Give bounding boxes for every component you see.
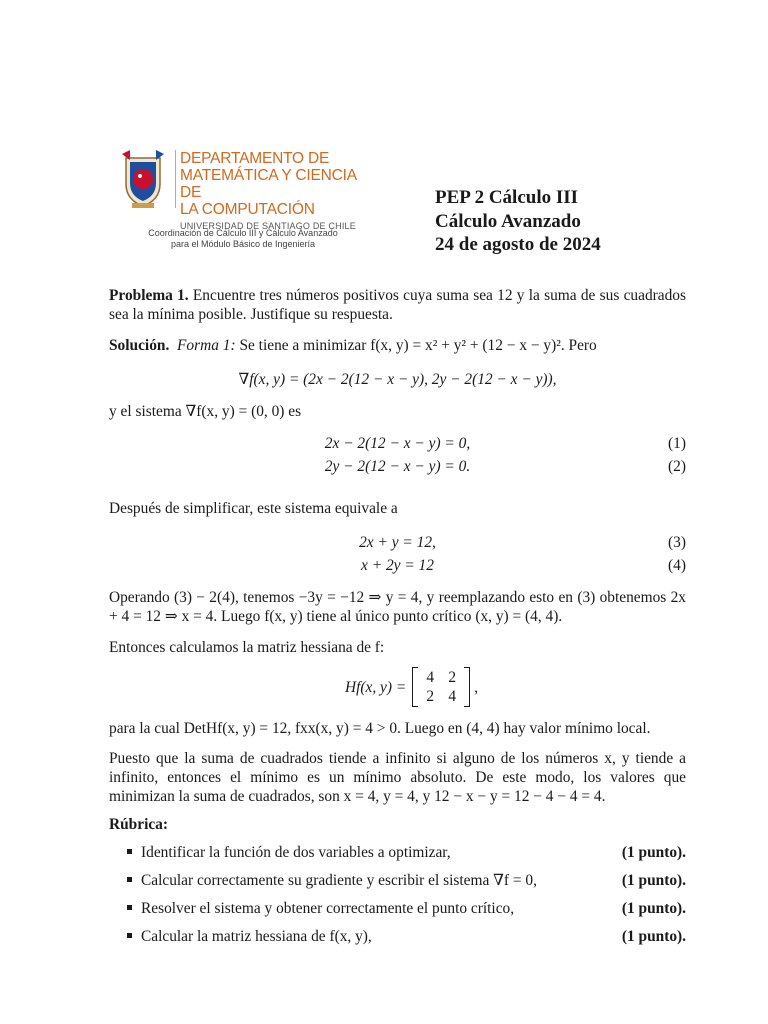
rubric-item (127, 843, 451, 862)
header-divider (175, 150, 176, 208)
equation-2-number: (2) (668, 458, 686, 475)
equation-4-number: (4) (668, 557, 686, 574)
bullet-square-icon (127, 877, 132, 882)
rubric-item-points: (1 punto). (621, 928, 686, 945)
coordination-caption (118, 228, 368, 250)
bullet-square-icon (127, 933, 132, 938)
university-name: UNIVERSIDAD DE SANTIAGO DE CHILE (180, 221, 356, 231)
rubric-item-text: Calcular la matriz hessiana de f(x, y), (141, 928, 372, 945)
problem-statement (109, 286, 686, 324)
bullet-square-icon (127, 849, 132, 854)
rubric-item-text: Identificar la función de dos variables a optimizar, (141, 844, 451, 861)
dept-line-3: LA COMPUTACIÓN (180, 201, 315, 218)
exam-title-line-3: 24 de agosto de 2024 (435, 234, 601, 255)
matrix-cell: 4 (426, 669, 435, 686)
department-logo-block (118, 148, 378, 263)
hessian-intro: Entonces calculamos la matriz hessiana de f: (109, 639, 385, 656)
problem-label: Problema 1. (109, 287, 189, 304)
matrix-cells (422, 668, 460, 706)
bullet-square-icon (127, 905, 132, 910)
rubric-item-points: (1 punto). (621, 872, 686, 889)
university-shield-icon (118, 148, 168, 210)
coord-line-1: Coordinación de Cálculo III y Cálculo Avanzado (148, 228, 338, 238)
rubric-item-text: Resolver el sistema y obtener correctamente el punto crítico, (141, 900, 515, 917)
rubric-item-points: (1 punto). (621, 844, 686, 861)
simplify-text: Después de simplificar, este sistema equivale a (109, 500, 398, 517)
rubric-item (127, 899, 514, 918)
hessian-tail: , (474, 678, 479, 696)
exam-title-line-2: Cálculo Avanzado (435, 210, 581, 232)
department-name (180, 150, 378, 231)
rubric-item (127, 927, 372, 946)
hessian-matrix-equation (345, 667, 478, 707)
rubric-item-text: Calcular correctamente su gradiente y escribir el sistema ∇f = 0, (141, 872, 537, 889)
exam-title-line-1: PEP 2 Cálculo III (435, 187, 579, 208)
operando-paragraph: Operando (3) − 2(4), tenemos −3y = −12 ⇒ y = 4, y reemplazando esto en (3) obtenemos 2x + 4 = 12 ⇒ x = 4. Luego f(x, y) tiene al único punto crítico (x, y) = (4, 4). (109, 589, 686, 625)
hessian-lhs: Hf(x, y) = (345, 678, 407, 696)
rubric-title: Rúbrica: (109, 816, 168, 833)
solution-label: Solución. (109, 337, 170, 354)
rubric-item-points: (1 punto). (621, 900, 686, 917)
matrix-cell: 4 (448, 688, 457, 705)
conclusion-paragraph: Puesto que la suma de cuadrados tiende a infinito si alguno de los números x, y tiende a infinito, entonces el mínimo es un mínimo absoluto. De este modo, los valores que minimizan la suma de cuadrados, son x = 4, y = 4, y 12 − x − y = 12 − 4 − 4 = 4. (109, 750, 686, 805)
equation-3: 2x + y = 12, (359, 534, 436, 551)
dept-line-2: MATEMÁTICA Y CIENCIA DE (180, 167, 357, 201)
coord-line-2: para el Módulo Básico de Ingeniería (170, 239, 316, 249)
solution-intro (109, 336, 686, 355)
matrix-cell: 2 (448, 669, 457, 686)
dept-line-1: DEPARTAMENTO DE (180, 150, 330, 167)
gradient-equation: ∇f(x, y) = (2x − 2(12 − x − y), 2y − 2(12 − x − y)), (238, 371, 557, 388)
equation-4: x + 2y = 12 (361, 557, 434, 574)
determinant-line: para la cual DetHf(x, y) = 12, fxx(x, y) = 4 > 0. Luego en (4, 4) hay valor mínimo local. (109, 720, 651, 737)
exam-title (435, 186, 601, 257)
equation-2: 2y − 2(12 − x − y) = 0. (324, 458, 471, 475)
matrix-left-bracket (412, 667, 418, 707)
matrix-cell: 2 (426, 688, 435, 705)
equation-1-number: (1) (668, 435, 686, 452)
equation-3-number: (3) (668, 534, 686, 551)
problem-text: Encuentre tres números positivos cuya suma sea 12 y la suma de sus cuadrados sea la mínima posible. Justifique su respuesta. (109, 287, 686, 323)
rubric-item (127, 871, 537, 890)
equation-1: 2x − 2(12 − x − y) = 0, (324, 435, 471, 452)
system-intro: y el sistema ∇f(x, y) = (0, 0) es (109, 403, 302, 420)
matrix-right-bracket (464, 667, 470, 707)
forma-label: Forma 1: (177, 337, 236, 354)
solution-intro-text: Se tiene a minimizar f(x, y) = x² + y² + (12 − x − y)². Pero (235, 337, 597, 354)
